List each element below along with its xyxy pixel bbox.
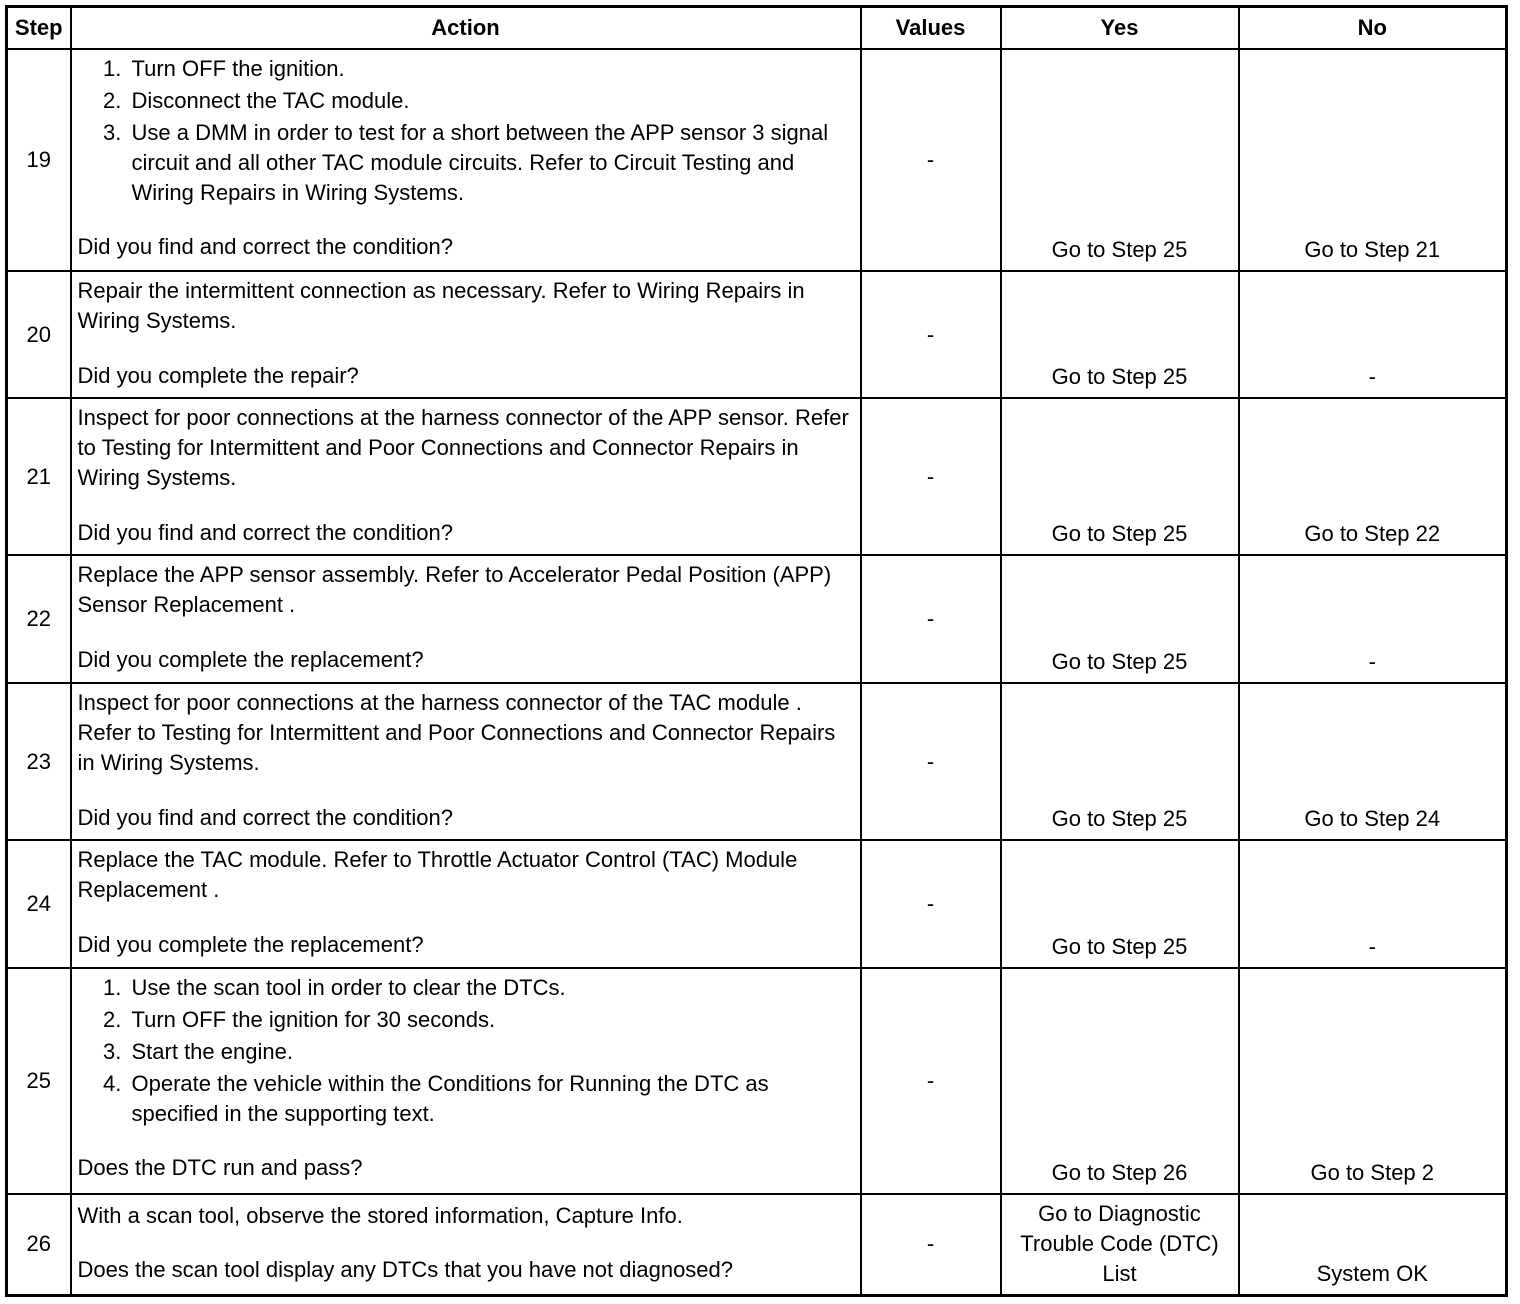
action-cell: [71, 683, 861, 840]
values-cell: -: [861, 683, 1001, 840]
action-question: Did you complete the repair?: [77, 363, 359, 388]
action-cell: [71, 271, 861, 398]
table-header: [7, 7, 1507, 50]
values-cell: -: [861, 555, 1001, 683]
yes-go-to-step-25: Go to Step 25: [1001, 49, 1239, 271]
yes-go-to-step-25: Go to Step 25: [1001, 398, 1239, 555]
step-number: 21: [7, 398, 71, 555]
action-question: Did you find and correct the condition?: [77, 520, 453, 545]
action-question: Does the scan tool display any DTCs that you have not diagnosed?: [77, 1257, 734, 1283]
action-list-item: 2. Turn OFF the ignition for 30 seconds.: [128, 1005, 852, 1035]
action-list: [78, 973, 852, 1129]
step-number: 19: [7, 49, 71, 271]
action-list: [78, 54, 852, 208]
no-cell: -: [1239, 555, 1507, 683]
step-number: 25: [7, 968, 71, 1194]
action-list-item: 1. Turn OFF the ignition.: [128, 54, 852, 84]
action-text: Inspect for poor connections at the harness connector of the APP sensor. Refer to Testing for Intermittent and Poor Connections and Connector Repairs in Wiring Systems.: [77, 405, 849, 490]
no-go-to-step-21: Go to Step 21: [1239, 49, 1507, 271]
values-cell: -: [861, 398, 1001, 555]
header-row: [7, 7, 1507, 50]
yes-go-to-dtc-list: Go to Diagnostic Trouble Code (DTC) List: [1001, 1194, 1239, 1295]
values-cell: -: [861, 271, 1001, 398]
step-number: 20: [7, 271, 71, 398]
action-text: Replace the TAC module. Refer to Throttle Actuator Control (TAC) Module Replacement .: [77, 847, 798, 902]
table-row-step-21: [7, 398, 1507, 555]
no-system-ok: System OK: [1239, 1194, 1507, 1295]
table-row-step-19: [7, 49, 1507, 271]
table-row-step-23: [7, 683, 1507, 840]
action-text: Inspect for poor connections at the harness connector of the TAC module . Refer to Testing for Intermittent and Poor Connections and Connector Repairs in Wiring Systems.: [77, 690, 836, 775]
header-no: No: [1239, 7, 1507, 50]
action-list-item: 1. Use the scan tool in order to clear the DTCs.: [128, 973, 852, 1003]
action-text: Replace the APP sensor assembly. Refer to Accelerator Pedal Position (APP) Sensor Replacement .: [77, 562, 832, 617]
no-cell: -: [1239, 840, 1507, 968]
step-number: 26: [7, 1194, 71, 1295]
step-number: 24: [7, 840, 71, 968]
no-cell: -: [1239, 271, 1507, 398]
table-body: [7, 49, 1507, 1295]
action-cell: [71, 398, 861, 555]
header-step: Step: [7, 7, 71, 50]
action-cell: [71, 555, 861, 683]
action-cell: [71, 840, 861, 968]
yes-go-to-step-25: Go to Step 25: [1001, 271, 1239, 398]
header-action: Action: [71, 7, 861, 50]
no-go-to-step-2: Go to Step 2: [1239, 968, 1507, 1194]
action-list-item: 3. Use a DMM in order to test for a short between the APP sensor 3 signal circuit and all other TAC module circuits. Refer to Circuit Testing and Wiring Repairs in Wiring Systems.: [128, 118, 852, 208]
yes-go-to-step-25: Go to Step 25: [1001, 555, 1239, 683]
values-cell: -: [861, 49, 1001, 271]
header-values: Values: [861, 7, 1001, 50]
values-cell: -: [861, 1194, 1001, 1295]
yes-go-to-step-25: Go to Step 25: [1001, 683, 1239, 840]
diagnostic-table: [5, 5, 1508, 1297]
values-cell: -: [861, 840, 1001, 968]
action-question: Did you find and correct the condition?: [77, 234, 453, 259]
step-number: 22: [7, 555, 71, 683]
action-cell: [71, 1194, 861, 1295]
no-go-to-step-24: Go to Step 24: [1239, 683, 1507, 840]
table-row-step-25: [7, 968, 1507, 1194]
action-text: Repair the intermittent connection as necessary. Refer to Wiring Repairs in Wiring Systems.: [77, 278, 805, 333]
header-yes: Yes: [1001, 7, 1239, 50]
no-go-to-step-22: Go to Step 22: [1239, 398, 1507, 555]
yes-go-to-step-25: Go to Step 25: [1001, 840, 1239, 968]
action-cell: [71, 968, 861, 1194]
action-question: Did you complete the replacement?: [77, 932, 424, 957]
action-question: Did you find and correct the condition?: [77, 805, 453, 830]
action-text: With a scan tool, observe the stored information, Capture Info.: [77, 1203, 683, 1229]
action-question: Does the DTC run and pass?: [77, 1155, 363, 1180]
table-row-step-22: [7, 555, 1507, 683]
action-list-item: 4. Operate the vehicle within the Conditions for Running the DTC as specified in the supporting text.: [128, 1069, 852, 1129]
table-row-step-24: [7, 840, 1507, 968]
action-cell: [71, 49, 861, 271]
table-row-step-26: [7, 1194, 1507, 1295]
values-cell: -: [861, 968, 1001, 1194]
action-question: Did you complete the replacement?: [77, 647, 424, 672]
table-row-step-20: [7, 271, 1507, 398]
action-list-item: 3. Start the engine.: [128, 1037, 852, 1067]
step-number: 23: [7, 683, 71, 840]
action-list-item: 2. Disconnect the TAC module.: [128, 86, 852, 116]
yes-go-to-step-26: Go to Step 26: [1001, 968, 1239, 1194]
